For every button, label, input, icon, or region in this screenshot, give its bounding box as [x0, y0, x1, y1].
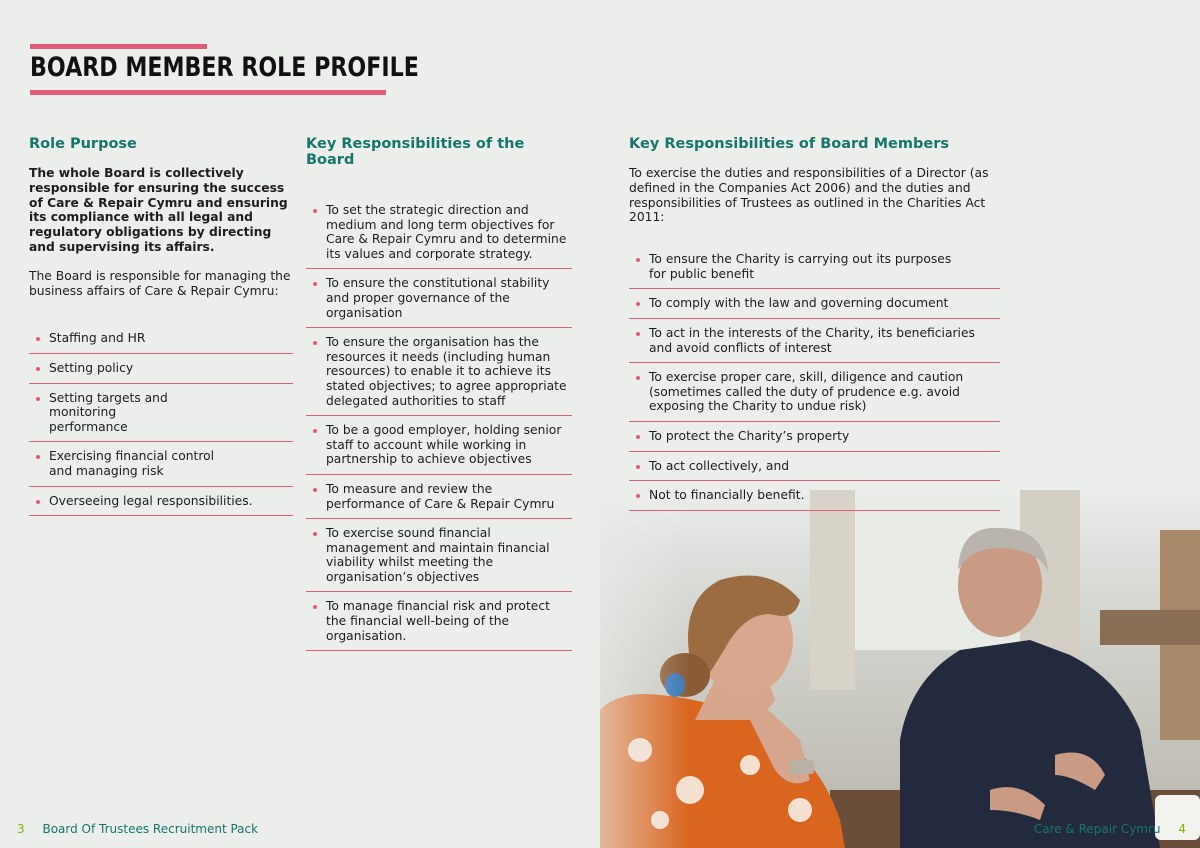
- role-purpose-list: [29, 324, 293, 516]
- list-item: Exercising financial control and managing risk: [29, 442, 293, 486]
- bullet-icon: [36, 337, 40, 341]
- bullet-icon: [636, 302, 640, 306]
- list-item: To ensure the organisation has the resources it needs (including human resources) to enable it to achieve its stated objectives; to agree appropriate delegated authorities to staff: [306, 328, 572, 416]
- bullet-icon: [36, 455, 40, 459]
- list-item: To act in the interests of the Charity, its beneficiaries and avoid conflicts of interest: [629, 319, 1000, 363]
- bullet-icon: [313, 209, 317, 213]
- board-responsibilities-heading: Key Responsibilities of the Board: [306, 136, 525, 168]
- footer-left: [17, 822, 258, 836]
- list-item: Overseeing legal responsibilities.: [29, 487, 293, 517]
- bullet-icon: [313, 341, 317, 345]
- list-item: To exercise proper care, skill, diligence and caution (sometimes called the duty of prudence e.g. avoid exposing the Charity to undue risk): [629, 363, 1000, 422]
- list-item: Setting policy: [29, 354, 293, 384]
- bullet-icon: [313, 605, 317, 609]
- role-purpose-intro: The Board is responsible for managing the business affairs of Care & Repair Cymru:: [29, 268, 291, 298]
- list-item: To manage financial risk and protect the financial well-being of the organisation.: [306, 592, 572, 651]
- bullet-icon: [636, 258, 640, 262]
- list-item: To measure and review the performance of Care & Repair Cymru: [306, 475, 572, 519]
- page-number-left: 3: [17, 822, 25, 836]
- list-item: To ensure the Charity is carrying out its purposes for public benefit: [629, 245, 1000, 289]
- list-item: To comply with the law and governing document: [629, 289, 1000, 319]
- role-purpose-heading: Role Purpose: [29, 136, 137, 152]
- list-item: Staffing and HR: [29, 324, 293, 354]
- list-item: To protect the Charity’s property: [629, 422, 1000, 452]
- member-responsibilities-column: [629, 136, 1000, 511]
- board-responsibilities-list: [306, 196, 572, 651]
- bullet-icon: [36, 500, 40, 504]
- list-item: Not to financially benefit.: [629, 481, 1000, 511]
- list-item: To act collectively, and: [629, 452, 1000, 482]
- board-meeting-photo: [600, 490, 1200, 848]
- bullet-icon: [636, 332, 640, 336]
- bullet-icon: [636, 494, 640, 498]
- bullet-icon: [636, 465, 640, 469]
- bullet-icon: [36, 397, 40, 401]
- bullet-icon: [313, 532, 317, 536]
- member-responsibilities-list: [629, 245, 1000, 511]
- bullet-icon: [313, 488, 317, 492]
- bullet-icon: [313, 429, 317, 433]
- footer-right: [1034, 822, 1186, 836]
- role-purpose-intro-bold: The whole Board is collectively responsible for ensuring the success of Care & Repair Cymru and ensuring its compliance with all legal and regulatory obligations by directing and supervising its affairs.: [29, 166, 288, 254]
- member-responsibilities-intro: To exercise the duties and responsibilities of a Director (as defined in the Companies Act 2006) and the duties and responsibilities of Trustees as outlined in the Charities Act 2011:: [629, 166, 989, 225]
- page-title: BOARD MEMBER ROLE PROFILE: [30, 52, 419, 83]
- bullet-icon: [636, 376, 640, 380]
- list-item: To ensure the constitutional stability and proper governance of the organisation: [306, 269, 572, 328]
- title-top-bar: [30, 44, 207, 49]
- bullet-icon: [636, 435, 640, 439]
- board-responsibilities-column: [306, 136, 572, 651]
- list-item: To set the strategic direction and medium and long term objectives for Care & Repair Cymru and to determine its values and corporate strategy.: [306, 196, 572, 269]
- list-item: To exercise sound financial management and maintain financial viability whilst meeting the organisation’s objectives: [306, 519, 572, 592]
- bullet-icon: [36, 367, 40, 371]
- role-purpose-column: [29, 136, 293, 516]
- list-item: Setting targets and monitoring performance: [29, 384, 293, 443]
- footer-right-text: Care & Repair Cymru: [1033, 822, 1161, 836]
- page-number-right: 4: [1178, 822, 1186, 836]
- footer-left-text: Board Of Trustees Recruitment Pack: [42, 822, 259, 836]
- bullet-icon: [313, 282, 317, 286]
- list-item: To be a good employer, holding senior staff to account while working in partnership to achieve objectives: [306, 416, 572, 475]
- title-bottom-bar: [30, 90, 386, 95]
- member-responsibilities-heading: Key Responsibilities of Board Members: [629, 136, 949, 152]
